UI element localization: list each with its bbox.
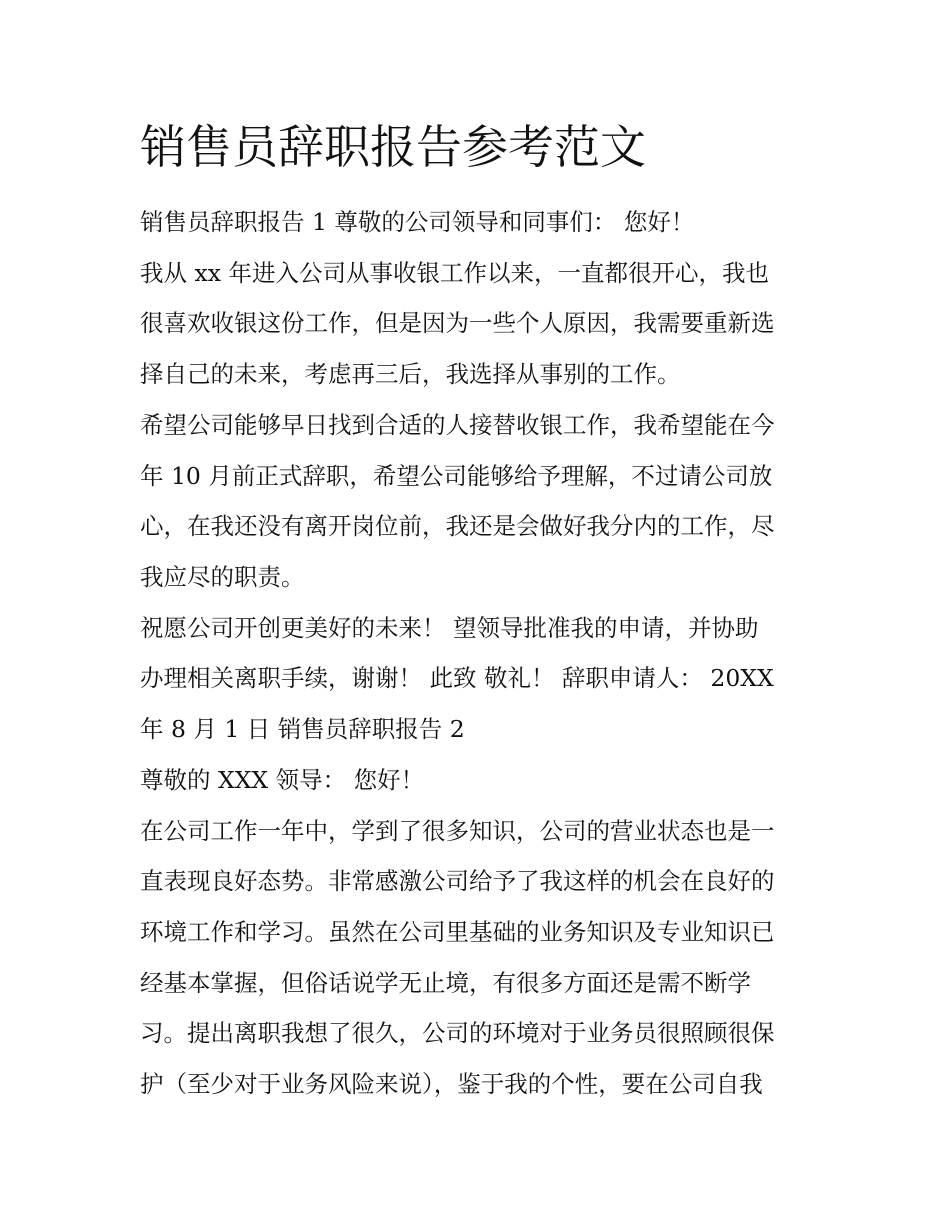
body-line: 我应尽的职责。 — [140, 563, 305, 591]
document-title: 销售员辞职报告参考范文 — [140, 120, 646, 174]
body-line: 心，在我还没有离开岗位前，我还是会做好我分内的工作，尽 — [140, 512, 775, 540]
body-line: 年 8 月 1 日 销售员辞职报告 2 — [140, 715, 465, 743]
body-line: 护（至少对于业务风险来说），鉴于我的个性，要在公司自我 — [140, 1070, 763, 1098]
body-line: 很喜欢收银这份工作，但是因为一些个人原因，我需要重新选 — [140, 309, 775, 337]
body-line: 直表现良好态势。非常感激公司给予了我这样的机会在良好的 — [140, 867, 775, 895]
body-line: 在公司工作一年中，学到了很多知识，公司的营业状态也是一 — [140, 817, 775, 845]
body-line: 办理相关离职手续，谢谢！ 此致 敬礼！ 辞职申请人： 20XX — [140, 664, 774, 692]
body-line: 我从 xx 年进入公司从事收银工作以来，一直都很开心，我也 — [140, 259, 769, 287]
body-line: 环境工作和学习。虽然在公司里基础的业务知识及专业知识已 — [140, 918, 775, 946]
body-line: 祝愿公司开创更美好的未来！ 望领导批准我的申请，并协助 — [140, 614, 759, 642]
body-line: 销售员辞职报告 1 尊敬的公司领导和同事们： 您好！ — [140, 208, 695, 236]
body-line: 尊敬的 XXX 领导： 您好！ — [140, 766, 425, 794]
body-line: 希望公司能够早日找到合适的人接替收银工作，我希望能在今 — [140, 411, 775, 439]
body-line: 习。提出离职我想了很久，公司的环境对于业务员很照顾很保 — [140, 1019, 775, 1047]
body-line: 经基本掌握，但俗话说学无止境，有很多方面还是需不断学 — [140, 969, 751, 997]
body-line: 择自己的未来，考虑再三后，我选择从事别的工作。 — [140, 360, 681, 388]
body-line: 年 10 月前正式辞职，希望公司能够给予理解，不过请公司放 — [140, 462, 773, 490]
